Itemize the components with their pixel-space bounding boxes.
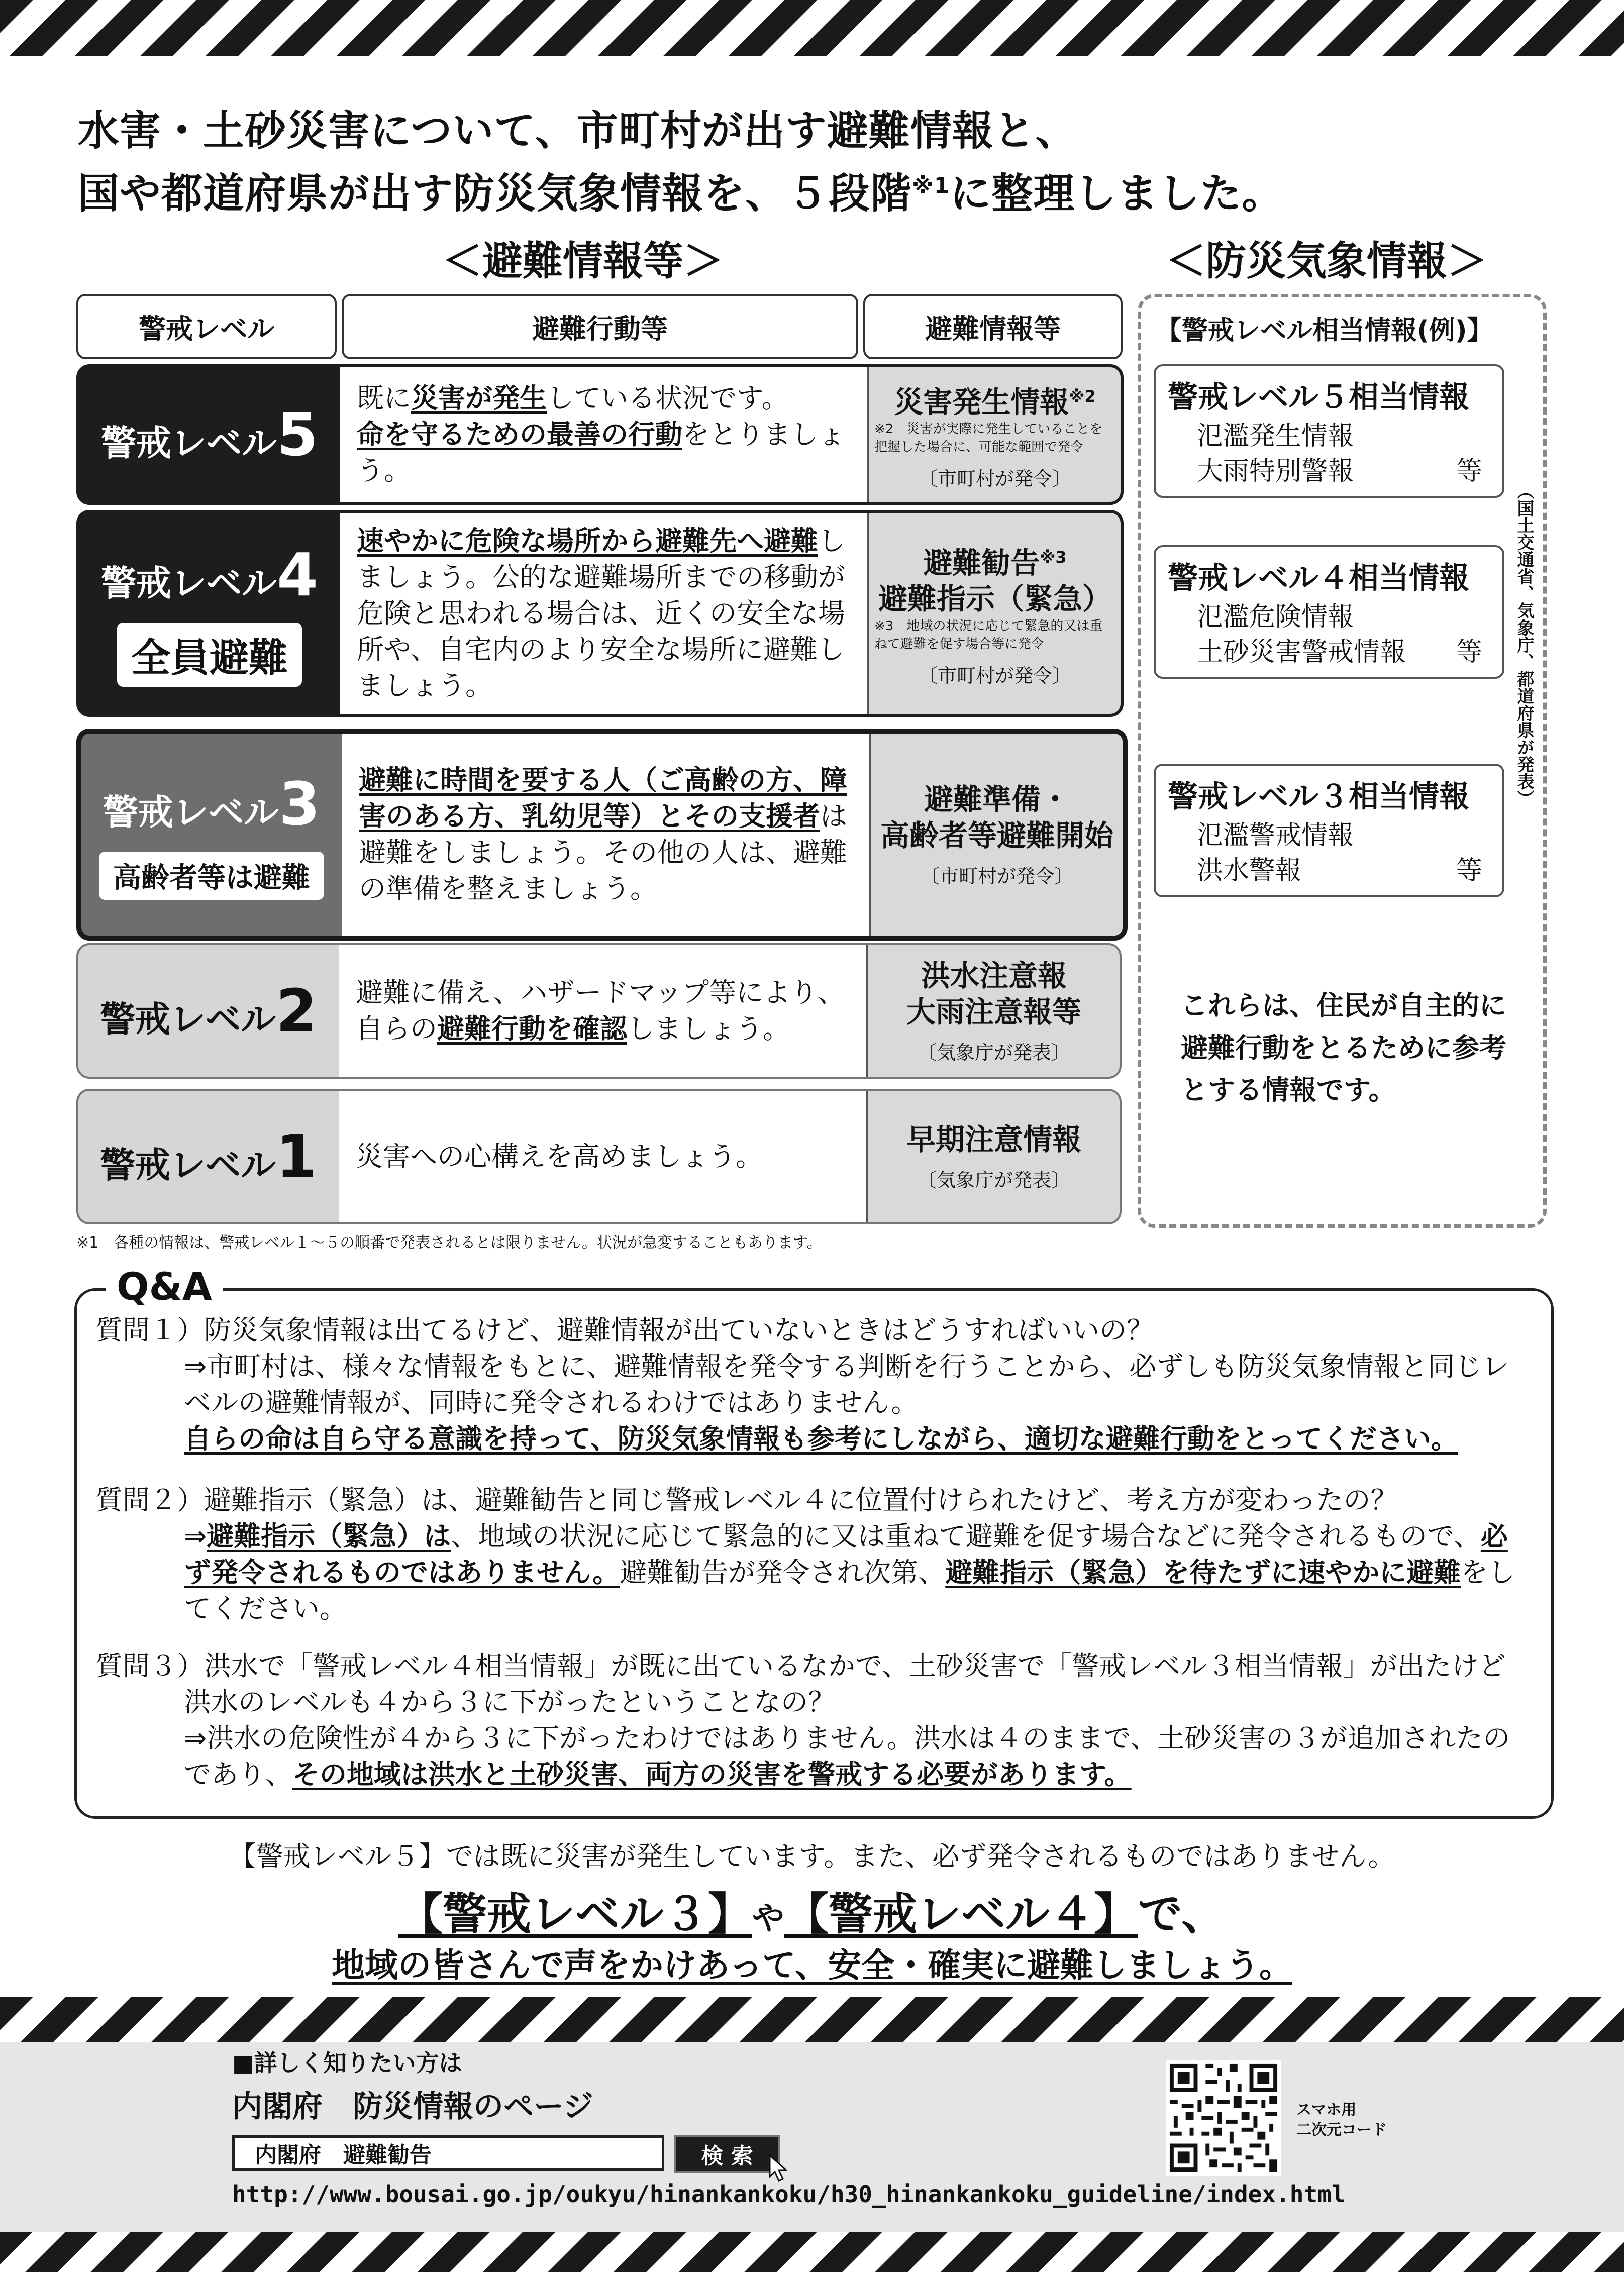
- closing-emphasis: 【警戒レベル３】や【警戒レベル４】で、: [398, 1888, 1226, 1940]
- level-4-tag: 全員避難: [117, 623, 302, 687]
- level-5-info: 災害発生情報$^{※2}$ ※2 災害が実際に発生していることを把握した場合に、可能な範囲で発令 〔市町村が発令〕: [867, 367, 1121, 502]
- issuer-vertical-note: （国土交通省、気象庁、都道府県が発表）: [1514, 482, 1534, 807]
- equivalent-level-4-box: 警戒レベル４相当情報 氾濫危険情報 土砂災害警戒情報 等: [1154, 545, 1504, 679]
- footer-more-label: ■詳しく知りたい方は: [232, 2049, 462, 2077]
- level-4-row: [76, 510, 1124, 717]
- closing-call: 地域の皆さんで声をかけあって、安全・確実に避難しましょう。: [331, 1946, 1293, 1985]
- footnote: ※1 各種の情報は、警戒レベル１～５の順番で発表されるとは限りません。状況が急変することもあります。: [76, 1234, 822, 1252]
- cursor-icon: [769, 2154, 791, 2183]
- search-button[interactable]: 検 索: [674, 2135, 780, 2173]
- footer-site-name: 内閣府 防災情報のページ: [232, 2089, 593, 2124]
- weather-panel-note: これらは、住民が自主的に避難行動をとるために参考とする情報です。: [1181, 990, 1506, 1106]
- level-3-action: 避難に時間を要する人（ご高齢の方、障害のある方、乳幼児等）とその支援者は避難をしましょう。その他の人は、避難の準備を整えましょう。: [342, 734, 869, 936]
- qa-title: Q&A: [106, 1264, 223, 1309]
- qa-2: 質問２）避難指示（緊急）は、避難勧告と同じ警戒レベル４に位置付けられたけど、考え方が変わったの？ ⇒避難指示（緊急）は、地域の状況に応じて緊急的に又は重ねて避難を促す場合などに発令されるもので、必ず発令されるものではありません。避難勧告が発令され次第、避難指示（緊急）を待たずに速やかに避難をしてください。: [95, 1484, 1515, 1624]
- level-4-action: 速やかに危険な場所から避難先へ避難しましょう。公的な避難場所までの移動が危険と思われる場合は、近くの安全な場所や、自宅内のより安全な場所に避難しましょう。: [340, 513, 867, 714]
- level-4-label: 警戒レベル4 全員避難: [79, 513, 340, 714]
- qa-1: 質問１）防災気象情報は出てるけど、避難情報が出ていないときはどうすればいいの？ ⇒市町村は、様々な情報をもとに、避難情報を発令する判断を行うことから、必ずしも防災気象情報と同じレベルの避難情報が、同時に発令されるわけではありません。 自らの命は自ら守る意識を持って、防災気象情報も参考にしながら、適切な避難行動をとってください。: [95, 1314, 1509, 1455]
- header-action: 避難行動等: [342, 294, 858, 359]
- footer-url[interactable]: http://www.bousai.go.jp/oukyu/hinankankoku/h30_hinankankoku_guideline/index.html: [232, 2181, 1346, 2208]
- level-5-label: 警戒レベル5: [100, 400, 319, 469]
- header-info: 避難情報等: [863, 294, 1123, 359]
- level-2-action: 避難に備え、ハザードマップ等により、自らの避難行動を確認しましょう。: [339, 945, 866, 1077]
- level-1-action: 災害への心構えを高めましょう。: [339, 1091, 866, 1222]
- level-1-row: [76, 1089, 1122, 1224]
- level-1-label: 警戒レベル1: [99, 1122, 318, 1191]
- level-2-info: 洪水注意報 大雨注意報等 〔気象庁が発表〕: [866, 945, 1120, 1077]
- qa-3: 質問３）洪水で「警戒レベル４相当情報」が既に出ているなかで、土砂災害で「警戒レベル３相当情報」が出たけど洪水のレベルも４から３に下がったということなの？ ⇒洪水の危険性が４から３に下がったわけではありません。洪水は４のままで、土砂災害の３が追加されたのであり、その地域は洪水と土砂災害、両方の災害を警戒する必要があります。: [95, 1650, 1510, 1790]
- section-title-weather: ＜防災気象情報＞: [1166, 238, 1487, 284]
- qr-label: スマホ用 二次元コード: [1296, 2101, 1387, 2139]
- header-level: 警戒レベル: [76, 294, 337, 359]
- bottom-hazard-stripe: [0, 2232, 1624, 2272]
- level-3-label: 警戒レベル3 高齢者等は避難: [81, 734, 342, 936]
- qr-code-icon: [1166, 2060, 1281, 2176]
- headline-line-2: 国や都道府県が出す防災気象情報を、５段階$^{※1}$に整理しました。: [78, 170, 1284, 218]
- equivalent-level-3-box: 警戒レベル３相当情報 氾濫警戒情報 洪水警報 等: [1154, 764, 1504, 897]
- level-1-info: 早期注意情報 〔気象庁が発表〕: [866, 1091, 1120, 1222]
- level-2-row: [76, 943, 1122, 1079]
- weather-panel-title: 【警戒レベル相当情報(例)】: [1156, 316, 1493, 346]
- closing-note: 【警戒レベル５】では既に災害が発生しています。また、必ず発令されるものではありません。: [229, 1840, 1395, 1872]
- headline-line-1: 水害・土砂災害について、市町村が出す避難情報と、: [78, 107, 1077, 155]
- level-3-row: [76, 729, 1128, 941]
- level-2-label: 警戒レベル2: [99, 976, 318, 1046]
- level-3-info: 避難準備・ 高齢者等避難開始 〔市町村が発令〕: [869, 734, 1123, 936]
- equivalent-level-5-box: 警戒レベル５相当情報 氾濫発生情報 大雨特別警報 等: [1154, 364, 1504, 498]
- search-input[interactable]: 内閣府 避難勧告: [232, 2135, 664, 2171]
- section-title-evacuation: ＜避難情報等＞: [442, 238, 724, 284]
- footer-hazard-stripe: [0, 1997, 1624, 2042]
- level-3-tag: 高齢者等は避難: [99, 852, 324, 900]
- level-5-row: [76, 364, 1124, 505]
- top-hazard-stripe: [0, 0, 1624, 56]
- level-4-info: 避難勧告$^{※3}$ 避難指示（緊急） ※3 地域の状況に応じて緊急的又は重ねて避難を促す場合等に発令 〔市町村が発令〕: [867, 513, 1121, 714]
- level-5-action: 既に災害が発生している状況です。 命を守るための最善の行動をとりましょう。: [340, 367, 867, 502]
